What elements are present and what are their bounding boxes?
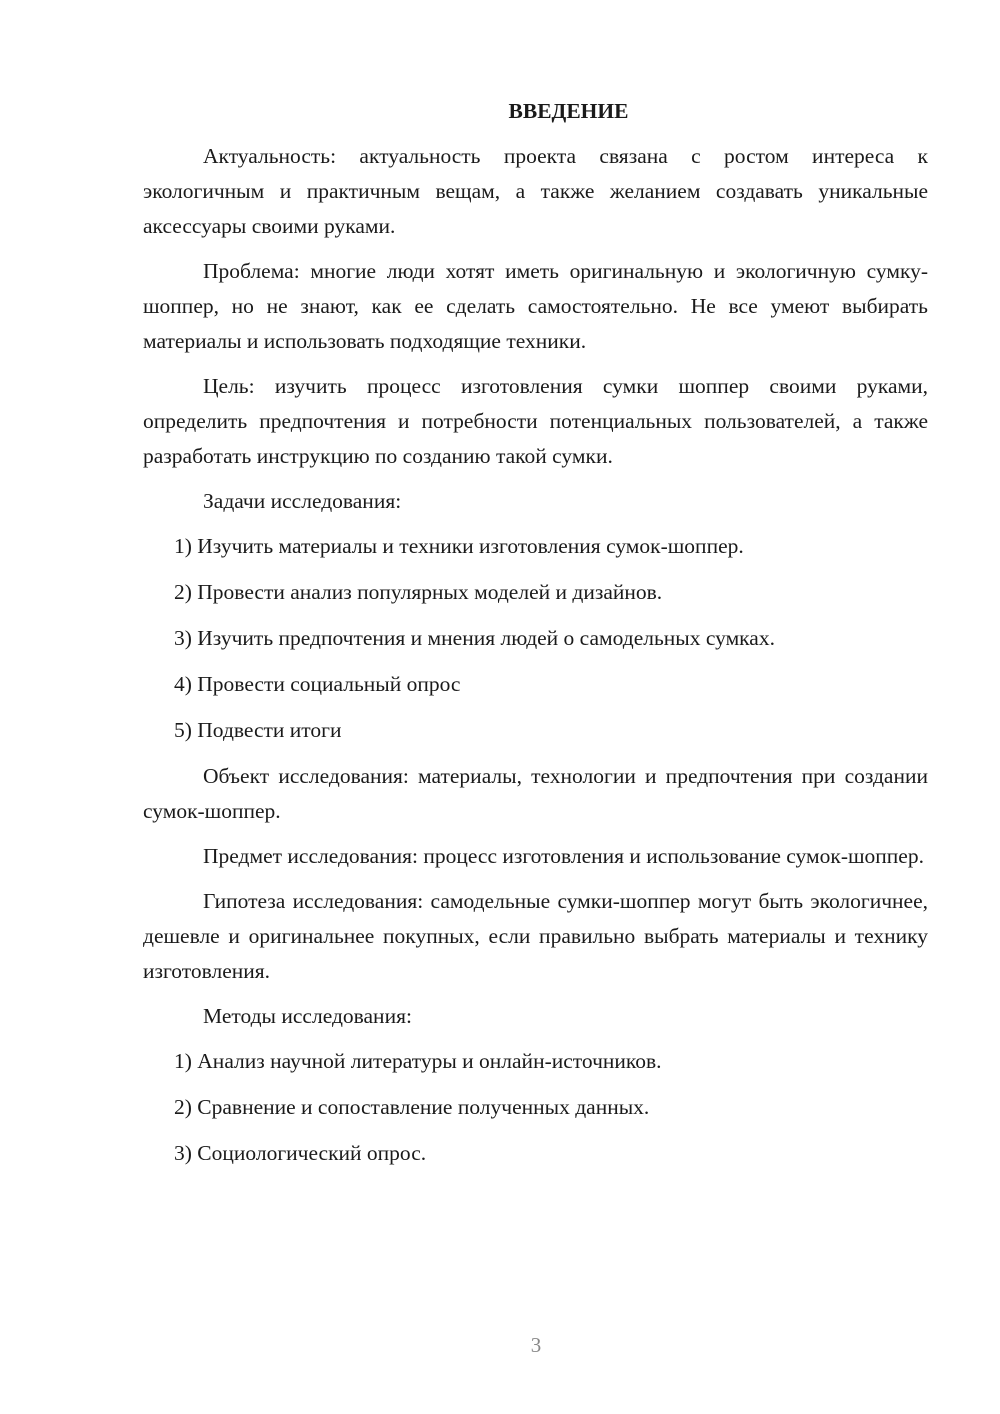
task-item: 5) Подвести итоги	[174, 718, 342, 742]
page-number: 3	[530, 1333, 542, 1357]
subject-paragraph: Предмет исследования: процесс изготовления и использование сумок-шоппер.	[203, 844, 924, 868]
relevance-paragraph: Актуальность: актуальность проекта связана с ростом интереса к экологичным и практичным вещам, а также желанием создавать уникальные аксессуары своими руками.	[143, 144, 928, 238]
task-item: 1) Изучить материалы и техники изготовления сумок-шоппер.	[174, 534, 744, 558]
page-title: ВВЕДЕНИЕ	[508, 99, 629, 123]
task-item: 3) Изучить предпочтения и мнения людей о самодельных сумках.	[174, 626, 775, 650]
method-item: 3) Социологический опрос.	[174, 1141, 427, 1165]
task-item: 4) Провести социальный опрос	[174, 672, 461, 696]
method-item: 1) Анализ научной литературы и онлайн-источников.	[174, 1049, 662, 1073]
object-paragraph: Объект исследования: материалы, технологии и предпочтения при создании сумок-шоппер.	[143, 764, 928, 823]
page-content	[143, 94, 928, 1182]
goal-paragraph: Цель: изучить процесс изготовления сумки шоппер своими руками, определить предпочтения и потребности потенциальных пользователей, а также разработать инструкцию по созданию такой сумки.	[143, 374, 928, 468]
hypothesis-paragraph: Гипотеза исследования: самодельные сумки-шоппер могут быть экологичнее, дешевле и оригинальнее покупных, если правильно выбрать материалы и технику изготовления.	[143, 889, 928, 983]
problem-paragraph: Проблема: многие люди хотят иметь оригинальную и экологичную сумку-шоппер, но не знают, как ее сделать самостоятельно. Не все умеют выбирать материалы и использовать подходящие техники.	[143, 259, 928, 353]
methods-label: Методы исследования:	[203, 1004, 412, 1028]
task-item: 2) Провести анализ популярных моделей и дизайнов.	[174, 580, 663, 604]
tasks-label: Задачи исследования:	[203, 489, 402, 513]
method-item: 2) Сравнение и сопоставление полученных данных.	[174, 1095, 650, 1119]
